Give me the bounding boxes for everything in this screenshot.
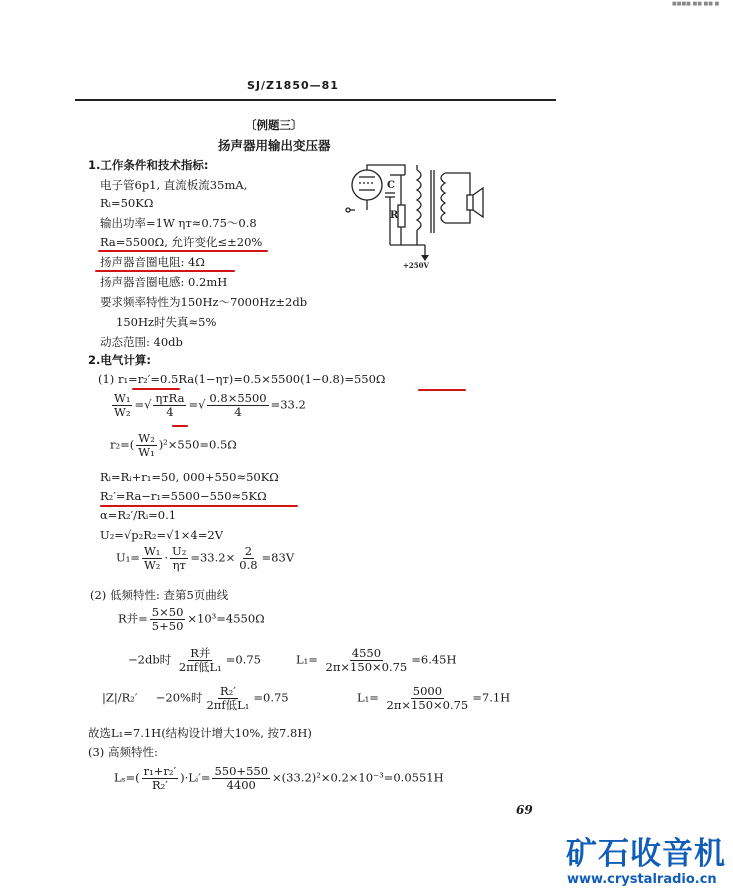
red-arc <box>172 425 188 427</box>
equation-u1: U₁= $\frac{\text{W₁}}{\text{W₂}}$ · $\frac{\text{U₂}}{\text{ηᴛ}}$ =33.2× $\frac{2}{0.8}$ =83V <box>116 544 295 572</box>
red-underline <box>98 250 268 252</box>
header-rule <box>75 99 556 101</box>
equation-ri: Rᵢ=Rᵢ+r₁=50, 000+550≈50KΩ <box>100 470 279 484</box>
equation-r2prime: R₂′=Ra−r₁=5500−550≈5KΩ <box>100 489 267 503</box>
spec-line: 要求频率特性为150Hz～7000Hz±2db <box>100 295 308 309</box>
high-freq-heading: (3) 高频特性: <box>88 745 158 759</box>
equation-r1: (1) r₁=r₂′=0.5Ra(1−ηᴛ)=0.5×5500(1−0.8)=550Ω <box>98 372 386 386</box>
section1-heading: 1.工作条件和技术指标: <box>88 158 209 172</box>
equation-ls: Lₛ=( $\frac{\text{r₁+r₂′}}{\text{R₂′}}$ )·Lᵢ′= $\frac{550+550}{4400}$ ×(33.2)²×0.2×10⁻³=0.0551H <box>114 764 444 792</box>
corner-tag: ■■■■ ■■ ■■ ■ <box>672 1 720 7</box>
resistor-label: R <box>390 210 399 221</box>
page-number: 69 <box>516 803 533 817</box>
equation-l1-b: L₁= $\frac{5000}{2\pi\times 150\times 0.75}$ =7.1H <box>357 684 511 712</box>
capacitor-label: C <box>387 180 395 191</box>
red-underline <box>418 389 466 391</box>
equation-turns-ratio: $\frac{\text{W₁}}{\text{W₂}}$ =√ $\frac{\text{ηᴛRa}}{4}$ =√ $\frac{0.8\times 5500}{4}$ =33.2 <box>114 391 306 419</box>
circuit-diagram <box>345 155 495 270</box>
red-underline <box>95 270 235 272</box>
equation-minus2db: −2db时 $\frac{\text{R并}}{\text{2πf低L₁}}$ =0.75 <box>128 646 261 674</box>
spec-line: Ra=5500Ω, 允许变化≤±20% <box>100 235 263 249</box>
doc-code: SJ/Z1850—81 <box>247 79 339 92</box>
section2-heading: 2.电气计算: <box>88 353 151 367</box>
spec-line: 扬声器音圈电感: 0.2mH <box>100 275 228 289</box>
supply-label: +250V <box>403 261 429 270</box>
spec-line: 150Hz时失真≈5% <box>116 315 217 329</box>
watermark-brand: 矿石收音机 <box>566 836 726 872</box>
equation-alpha: α=R₂′/Rᵢ=0.1 <box>100 508 177 522</box>
conclusion-line: 故选L₁=7.1H(结构设计增大10%, 按7.8H) <box>88 726 312 740</box>
spec-line: 动态范围: 40db <box>100 335 183 349</box>
page-title: 扬声器用输出变压器 <box>218 138 331 153</box>
equation-u2: U₂=√p₂R₂=√1×4=2V <box>100 528 223 542</box>
spec-line: 电子管6p1, 直流板流35mA, <box>100 178 248 192</box>
low-freq-heading: (2) 低频特性: 查第5页曲线 <box>90 588 229 602</box>
spec-line: 输出功率=1W ηᴛ≈0.75～0.8 <box>100 216 257 230</box>
equation-r2: r₂=( $\frac{\text{W₂}}{\text{W₁}}$ )²×550=0.5Ω <box>110 431 237 459</box>
spec-line: 扬声器音圈电阻: 4Ω <box>100 255 205 269</box>
spec-line: Rᵢ=50KΩ <box>100 196 154 210</box>
watermark-url: www.crystalradio.cn <box>567 872 717 887</box>
equation-l1-a: L₁= $\frac{4550}{2\pi\times 150\times 0.75}$ =6.45H <box>296 646 457 674</box>
equation-z-ratio: |Z|/R₂′ −20%时 $\frac{\text{R₂′}}{\text{2πf低L₁}}$ =0.75 <box>102 684 289 712</box>
example-label: 〔例题三〕 <box>245 118 303 132</box>
red-underline <box>100 505 298 507</box>
equation-r-parallel: R并= $\frac{5\times 50}{5+50}$ ×10³=4550Ω <box>118 605 265 633</box>
red-underline <box>132 388 180 390</box>
